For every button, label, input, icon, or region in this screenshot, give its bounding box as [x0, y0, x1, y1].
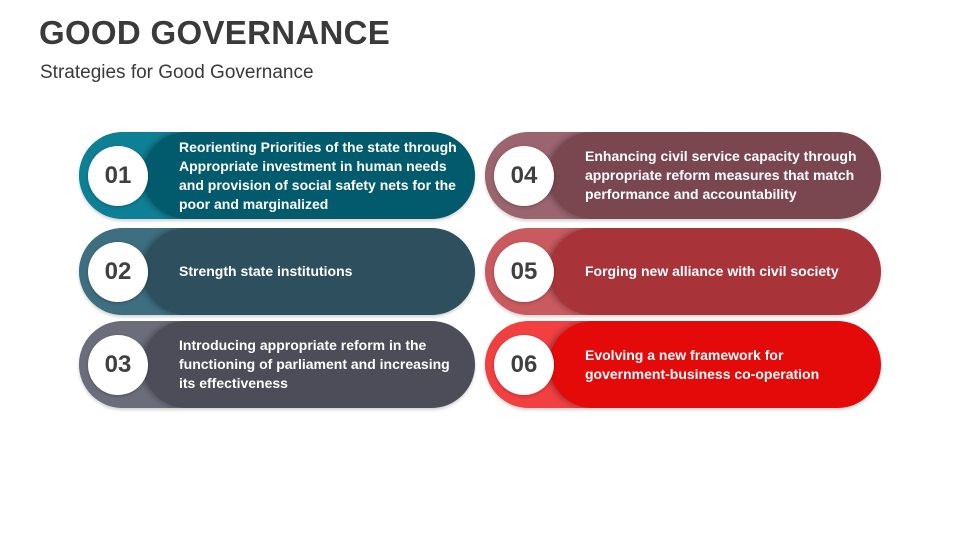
strategy-item-02	[79, 228, 475, 315]
strategy-text: Reorienting Priorities of the state through Appropriate investment in human needs and provision of social safety nets for the poor and marginalized	[179, 138, 457, 212]
strategy-text: Strength state institutions	[179, 263, 353, 279]
strategy-item-05	[485, 228, 881, 315]
number-badge: 06	[494, 335, 554, 395]
page-subtitle: Strategies for Good Governance	[40, 62, 314, 83]
strategy-text: Introducing appropriate reform in the functioning of parliament and increasing its effectiveness	[179, 337, 450, 391]
strategy-item-03	[79, 321, 475, 408]
strategy-text: Evolving a new framework for government-business co-operation	[585, 346, 820, 382]
strategy-item-01	[79, 132, 475, 219]
number-badge: 04	[494, 146, 554, 206]
number-badge: 03	[88, 335, 148, 395]
strategy-item-06	[485, 321, 881, 408]
number-badge: 05	[494, 242, 554, 302]
number-badge: 01	[88, 146, 148, 206]
strategy-item-04	[485, 132, 881, 219]
page-title: GOOD GOVERNANCE	[39, 14, 391, 51]
number-badge: 02	[88, 242, 148, 302]
strategy-text: Enhancing civil service capacity through appropriate reform measures that match performance and accountability	[585, 148, 857, 202]
strategy-text: Forging new alliance with civil society	[585, 263, 839, 279]
